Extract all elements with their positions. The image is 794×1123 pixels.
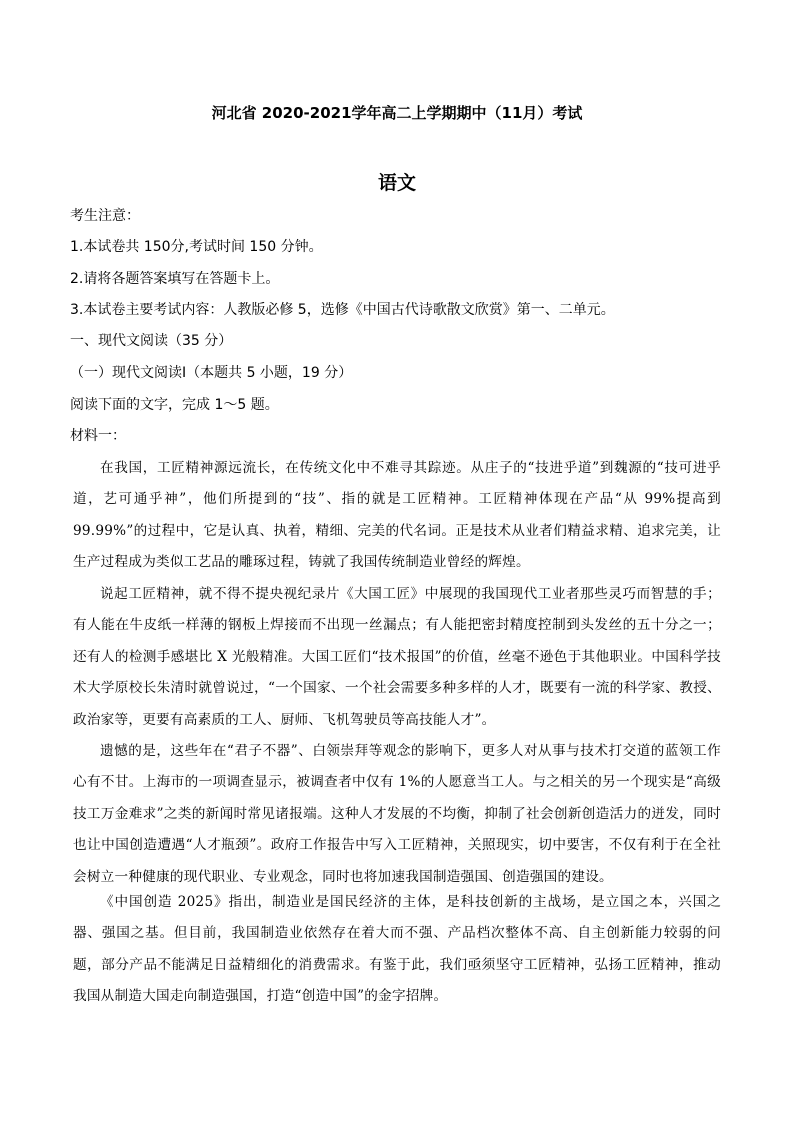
reading-instruction: 阅读下面的文字，完成 1～5 题。 [70, 397, 279, 413]
notice-heading: 考生注意： [70, 208, 140, 224]
notice-item: 1.本试卷共 150分,考试时间 150 分钟。 [70, 239, 323, 255]
material-paragraph: 遗憾的是，这些年在“君子不器”、白领崇拜等观念的影响下，更多人对从事与技术打交道的蓝领工作心有不甘。上海市的一项调查显示，被调查者中仅有 1%的人愿意当工人。与之相关的另一个现实是“高级技工万金难求”之类的新闻时常见诸报端。这种人才发展的不均衡，抑制了社会创新创造活力的迸发，同时也让中国创造遭遇“人才瓶颈”。政府工作报告中写入工匠精神，关照现实，切中要害，不仅有利于在全社会树立一种健康的现代职业、专业观念，同时也将加速我国制造强国、创造强国的建设。 [73, 743, 721, 885]
subsection-title: （一）现代文阅读Ⅰ（本题共 5 小题，19 分） [70, 365, 353, 381]
material-paragraph: 在我国，工匠精神源远流长，在传统文化中不难寻其踪迹。从庄子的“技进乎道”到魏源的“技可进乎道，艺可通乎神”，他们所提到的“技”、指的就是工匠精神。工匠精神体现在产品“从 99%提高到 99.99%”的过程中，它是认真、执着，精细、完美的代名词。正是技术从业者们精益求精、追求完美，让生产过程成为类似工艺品的雕琢过程，铸就了我国传统制造业曾经的辉煌。 [73, 460, 721, 571]
subject-title: 语文 [377, 172, 416, 194]
material-label: 材料一： [70, 428, 126, 444]
section-title: 一、现代文阅读（35 分） [70, 333, 233, 349]
notice-item: 3.本试卷主要考试内容：人教版必修 5，选修《中国古代诗歌散文欣赏》第一、二单元。 [70, 302, 615, 318]
notice-item: 2.请将各题答案填写在答题卡上。 [70, 271, 280, 287]
material-paragraph: 说起工匠精神，就不得不提央视纪录片《大国工匠》中展现的我国现代工业者那些灵巧而智慧的手；有人能在牛皮纸一样薄的钢板上焊接而不出现一丝漏点；有人能把密封精度控制到头发丝的五十分之一；还有人的检测手感堪比 X 光般精准。大国工匠们“技术报国”的价值，丝毫不逊色于其他职业。中国科学技术大学原校长朱清时就曾说过，“一个国家、一个社会需要多种多样的人才，既要有一流的科学家、教授、政治家等，更要有高素质的工人、厨师、飞机驾驶员等高技能人才”。 [73, 586, 721, 728]
exam-title: 河北省 2020-2021学年高二上学期期中（11月）考试 [211, 104, 583, 122]
material-paragraph: 《中国创造 2025》指出，制造业是国民经济的主体，是科技创新的主战场，是立国之本，兴国之器、强国之基。但目前，我国制造业依然存在着大而不强、产品档次整体不高、自主创新能力较弱的问题，部分产品不能满足日益精细化的消费需求。有鉴于此，我们亟须坚守工匠精神，弘扬工匠精神，推动我国从制造大国走向制造强国，打造“创造中国”的金字招牌。 [73, 894, 721, 1005]
